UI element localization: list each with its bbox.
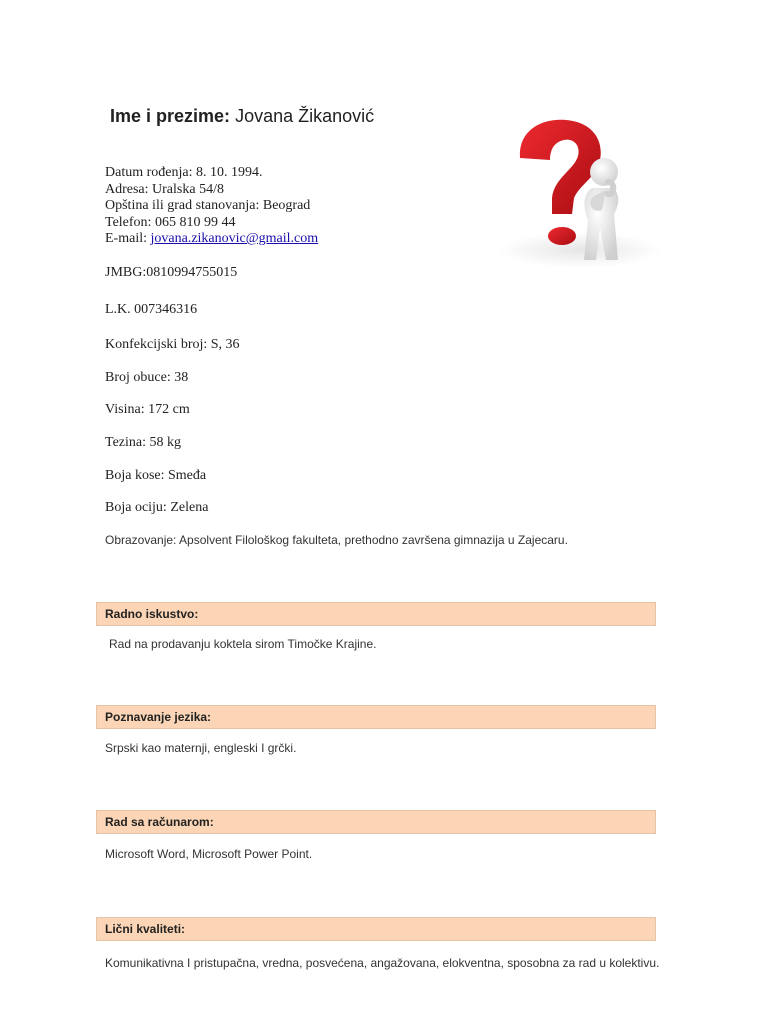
birth-date: Datum rođenja: 8. 10. 1994. — [105, 165, 263, 180]
municipality: Opština ili grad stanovanja: Beograd — [105, 198, 311, 213]
email-line — [105, 231, 318, 248]
shoe-size: Broj obuce: 38 — [105, 370, 189, 385]
email-label: E-mail: — [105, 231, 151, 246]
education: Obrazovanje: Apsolvent Filološkog fakulteta, prethodno završena gimnazija u Zajecaru. — [105, 533, 568, 547]
section-personal-qualities — [96, 917, 656, 941]
section-title: Poznavanje jezika: — [105, 710, 212, 724]
cv-title — [110, 106, 374, 127]
section-title: Lični kvaliteti: — [105, 922, 186, 936]
id-card: L.K. 007346316 — [105, 302, 198, 317]
section-title: Rad sa računarom: — [105, 815, 214, 829]
question-mark-person-icon — [480, 110, 663, 272]
email-link[interactable]: jovana.zikanovic@gmail.com — [150, 231, 319, 246]
phone: Telefon: 065 810 99 44 — [105, 214, 236, 230]
hair-color: Boja kose: Smeđa — [105, 468, 207, 483]
name-label: Ime i prezime: — [110, 106, 231, 126]
personal-info — [105, 165, 318, 248]
weight: Tezina: 58 kg — [105, 435, 181, 450]
section-languages — [96, 705, 656, 729]
section-computer-skills — [96, 810, 656, 834]
clothing-size: Konfekcijski broj: S, 36 — [105, 337, 240, 352]
work-experience-text: Rad na prodavanju koktela sirom Timočke Krajine. — [109, 637, 377, 651]
address: Adresa: Uralska 54/8 — [105, 181, 224, 197]
computer-skills-text: Microsoft Word, Microsoft Power Point. — [105, 847, 313, 861]
jmbg: JMBG:0810994755015 — [105, 265, 238, 280]
section-work-experience — [96, 602, 656, 626]
personal-qualities-text: Komunikativna I pristupačna, vredna, posvećena, angažovana, elokventna, sposobna za rad u kolektivu. — [105, 956, 660, 970]
eye-color: Boja ociju: Zelena — [105, 500, 209, 515]
name-value: Jovana Žikanović — [235, 106, 375, 126]
question-mark-figure — [480, 110, 663, 272]
section-title: Radno iskustvo: — [105, 607, 199, 621]
height: Visina: 172 cm — [105, 402, 190, 417]
languages-text: Srpski kao maternji, engleski I grčki. — [105, 741, 297, 755]
